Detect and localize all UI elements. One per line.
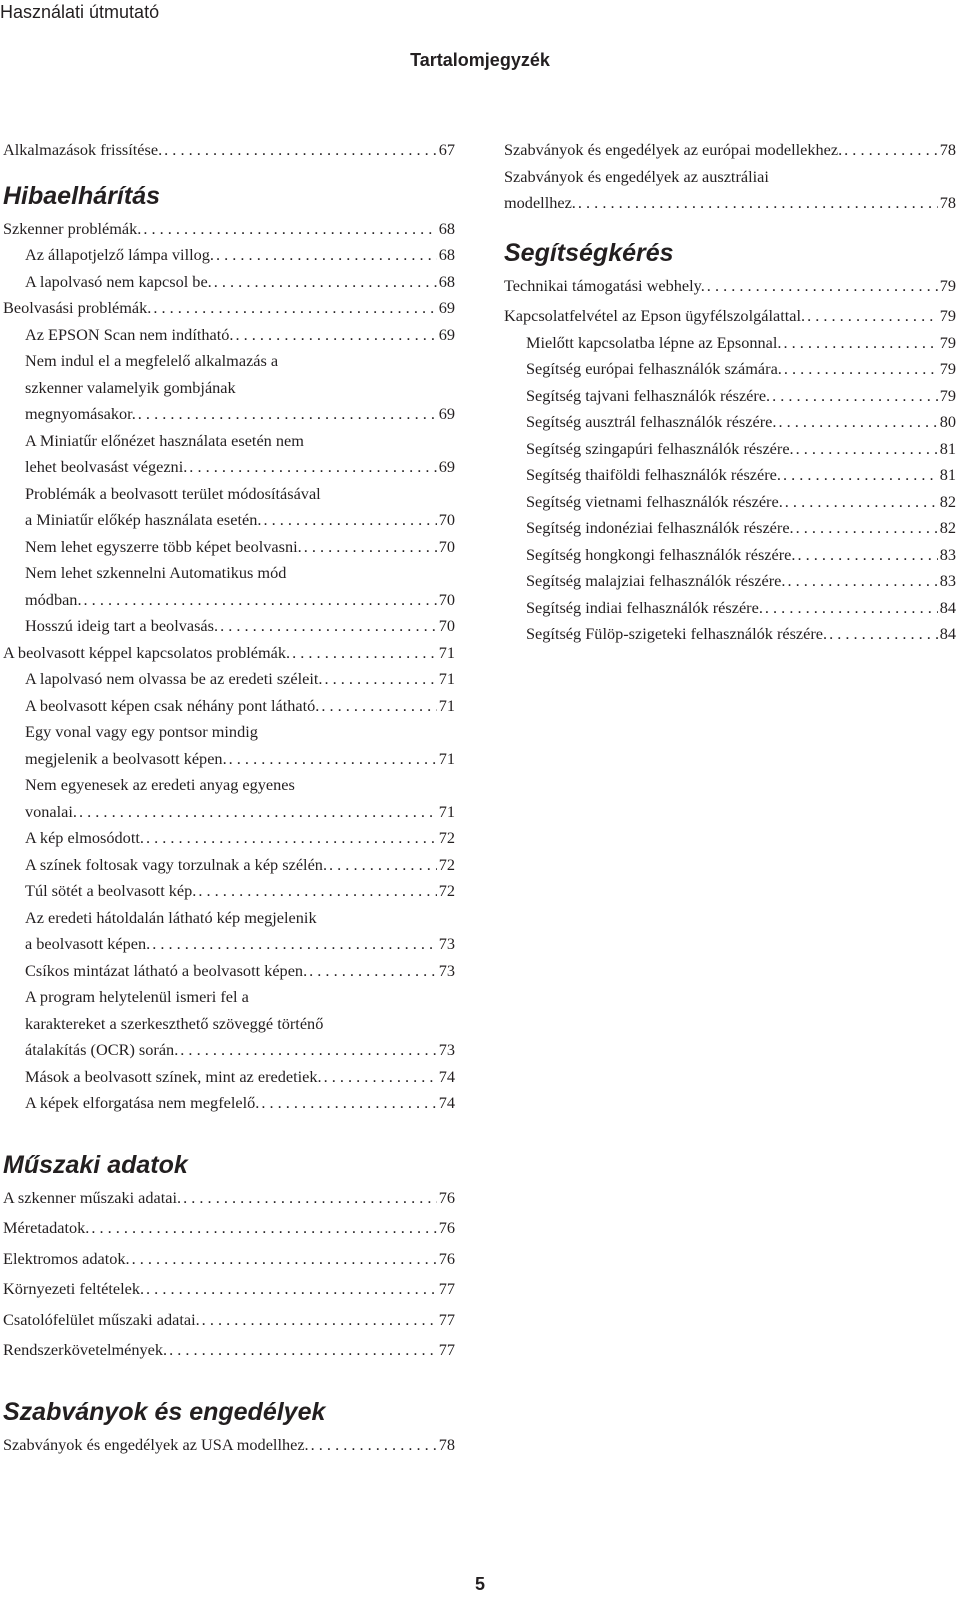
toc-page-number: 76 <box>438 1248 455 1268</box>
toc-page-number: 79 <box>939 385 956 405</box>
toc-page-number: 80 <box>939 412 956 431</box>
toc-page-number: 67 <box>438 140 455 159</box>
toc-page-number: 73 <box>438 1040 455 1059</box>
toc-entry-text: Környezeti feltételek. <box>3 1279 145 1298</box>
toc-entry-text: Szabványok és engedélyek az európai modellekhez. <box>504 140 843 159</box>
dot-leader <box>82 587 437 614</box>
dot-leader <box>322 666 436 693</box>
toc-entry[interactable] <box>3 269 455 296</box>
dot-leader <box>770 383 938 410</box>
toc-entry-text: Rendszerkövetelmények. <box>3 1340 168 1359</box>
toc-entry[interactable] <box>3 1337 455 1364</box>
toc-entry[interactable] <box>3 666 455 693</box>
toc-entry-text: Kapcsolatfelvétel az Epson ügyfélszolgálattal. <box>504 306 806 325</box>
toc-entry[interactable] <box>504 436 956 463</box>
dot-leader <box>322 1064 437 1091</box>
toc-entry-text: A beolvasott képen csak néhány pont látható. <box>25 695 320 715</box>
dot-leader <box>218 613 437 640</box>
toc-page-number: 83 <box>939 571 956 590</box>
toc-entry[interactable] <box>3 295 455 322</box>
dot-leader <box>130 1246 437 1273</box>
toc-page-number: 78 <box>939 193 956 212</box>
toc-entry[interactable] <box>3 958 455 985</box>
toc-entry-text: Segítség ausztrál felhasználók részére. <box>526 412 777 431</box>
toc-page-number: 71 <box>438 642 455 662</box>
toc-entry[interactable] <box>3 719 455 772</box>
toc-entry-text: Nem lehet egyszerre több képet beolvasni. <box>25 536 302 556</box>
toc-page-number: 83 <box>939 544 956 564</box>
toc-page-number: 84 <box>939 597 956 617</box>
toc-entry[interactable] <box>504 330 956 357</box>
toc-page-number: 68 <box>438 245 455 264</box>
page-title: Tartalomjegyzék <box>410 50 550 70</box>
toc-entry[interactable] <box>3 1185 455 1212</box>
dot-leader <box>795 542 937 569</box>
toc-page-number: 71 <box>438 801 455 821</box>
dot-leader <box>187 454 436 481</box>
dot-leader <box>307 958 437 985</box>
toc-page-number: 69 <box>438 324 455 344</box>
toc-entry-text-line: Problémák a beolvasott terület módosításával <box>25 483 321 503</box>
dot-leader <box>233 322 436 349</box>
section-heading-hibaelharitas: Hibaelhárítás <box>3 181 161 210</box>
dot-leader <box>327 852 437 879</box>
toc-entry-text: A szkenner műszaki adatai. <box>3 1187 182 1207</box>
toc-entry[interactable] <box>3 428 455 481</box>
toc-entry-text: módban. <box>25 589 82 609</box>
toc-entry-text: átalakítás (OCR) során. <box>25 1040 179 1059</box>
toc-entry-text: Technikai támogatási webhely. <box>504 275 705 295</box>
dot-leader <box>783 489 938 516</box>
toc-entry[interactable] <box>504 621 956 648</box>
toc-entry-text: Túl sötét a beolvasott kép. <box>25 881 197 900</box>
toc-entry[interactable] <box>504 462 956 489</box>
toc-page-number: 68 <box>438 218 455 238</box>
section-heading-szabvanyok-es-engedelyek: Szabványok és engedélyek <box>3 1397 326 1426</box>
dot-leader <box>151 295 436 322</box>
toc-entry-text: Segítség malajziai felhasználók részére. <box>526 571 786 590</box>
dot-leader <box>576 190 938 217</box>
toc-page-number: 70 <box>438 589 455 609</box>
toc-page-number: 69 <box>438 298 455 317</box>
toc-page-number: 82 <box>939 491 956 511</box>
section-heading-segitsegkeres: Segítségkérés <box>504 238 674 267</box>
toc-page-number: 76 <box>438 1218 455 1237</box>
toc-entry-text: modellhez. <box>504 193 576 212</box>
toc-entry-text: megjelenik a beolvasott képen. <box>25 748 227 768</box>
toc-entry-text: Elektromos adatok. <box>3 1248 130 1268</box>
toc-entry-text-line: Szabványok és engedélyek az ausztráliai <box>504 166 769 186</box>
toc-entry[interactable] <box>3 322 455 349</box>
toc-entry-text: Beolvasási problémák. <box>3 298 152 317</box>
toc-entry-text: vonalai. <box>25 801 77 821</box>
toc-entry-text: A színek foltosak vagy torzulnak a kép szélén. <box>25 854 328 874</box>
toc-entry-text: Szkenner problémák. <box>3 218 142 238</box>
toc-entry-text: Segítség európai felhasználók számára. <box>526 359 782 378</box>
toc-entry-text: Segítség hongkongi felhasználók részére. <box>526 544 796 564</box>
running-title: Használati útmutató <box>0 2 160 22</box>
toc-entry[interactable] <box>3 242 455 269</box>
toc-entry[interactable] <box>504 164 956 217</box>
toc-page-number: 81 <box>939 465 956 484</box>
toc-entry[interactable] <box>504 409 956 436</box>
toc-entry-text-line: Nem egyenesek az eredeti anyag egyenes <box>25 775 295 794</box>
toc-entry[interactable] <box>3 1307 455 1334</box>
toc-entry-text-line: Az eredeti hátoldalán látható kép megjelenik <box>25 907 317 927</box>
dot-leader <box>259 1090 436 1117</box>
toc-left-column <box>3 137 455 1458</box>
toc-entry[interactable] <box>3 825 455 852</box>
toc-entry[interactable] <box>3 137 455 164</box>
dot-leader <box>144 1276 437 1303</box>
toc-entry[interactable] <box>504 568 956 595</box>
toc-page-number: 71 <box>438 695 455 715</box>
dot-leader <box>302 534 437 561</box>
toc-entry-text: Segítség Fülöp-szigeteki felhasználók részére. <box>526 624 828 643</box>
toc-entry[interactable] <box>3 481 455 534</box>
toc-entry[interactable] <box>504 515 956 542</box>
dot-leader <box>794 436 938 463</box>
toc-page-number: 84 <box>939 624 956 643</box>
toc-entry[interactable] <box>504 383 956 410</box>
toc-entry[interactable] <box>3 348 455 428</box>
toc-entry[interactable] <box>504 489 956 516</box>
dot-leader <box>167 1337 437 1364</box>
dot-leader <box>212 269 437 296</box>
toc-entry[interactable] <box>3 905 455 958</box>
dot-leader <box>805 303 938 330</box>
toc-page-number: 78 <box>438 1434 455 1454</box>
toc-entry-text: Segítség szingapúri felhasználók részére. <box>526 438 794 458</box>
toc-entry-text: Az állapotjelző lámpa villog. <box>25 245 214 264</box>
toc-entry[interactable] <box>3 1064 455 1091</box>
toc-entry[interactable] <box>3 1215 455 1242</box>
toc-page-number: 70 <box>438 536 455 556</box>
toc-page-number: 72 <box>438 881 455 900</box>
toc-page-number: 74 <box>438 1093 455 1112</box>
toc-entry[interactable] <box>3 560 455 613</box>
toc-entry-text: megnyomásakor. <box>25 404 136 423</box>
dot-leader <box>261 507 436 534</box>
toc-entry-text: Segítség vietnami felhasználók részére. <box>526 491 783 511</box>
dot-leader <box>785 568 937 595</box>
toc-entry[interactable] <box>3 1432 455 1459</box>
toc-page-number: 69 <box>438 457 455 476</box>
toc-page-number: 74 <box>438 1066 455 1086</box>
dot-leader <box>150 931 436 958</box>
toc-page-number: 68 <box>438 271 455 291</box>
toc-entry[interactable] <box>504 137 956 164</box>
toc-entry-text: Alkalmazások frissítése. <box>3 140 163 159</box>
dot-leader <box>827 621 938 648</box>
toc-page-number: 70 <box>438 616 455 635</box>
dot-leader <box>196 878 436 905</box>
toc-page-number: 73 <box>438 934 455 953</box>
page-number: 5 <box>474 1574 485 1594</box>
toc-entry[interactable] <box>3 534 455 561</box>
toc-entry-text: a beolvasott képen. <box>25 934 151 953</box>
dot-leader <box>782 356 938 383</box>
toc-entry-text: A képek elforgatása nem megfelelő. <box>25 1093 260 1112</box>
dot-leader <box>319 693 436 720</box>
toc-entry-text: A lapolvasó nem kapcsol be. <box>25 271 212 291</box>
toc-page-number: 79 <box>939 275 956 295</box>
dot-leader <box>290 640 437 667</box>
toc-page-number: 79 <box>939 306 956 325</box>
dot-leader <box>705 273 938 300</box>
toc-entry-text: Csíkos mintázat látható a beolvasott képen. <box>25 960 308 980</box>
toc-entry[interactable] <box>504 273 956 300</box>
toc-page-number: 77 <box>438 1279 455 1298</box>
toc-entry-text: Szabványok és engedélyek az USA modellhez. <box>3 1434 309 1454</box>
toc-entry[interactable] <box>3 640 455 667</box>
toc-entry-text: Hosszú ideig tart a beolvasás. <box>25 616 219 635</box>
toc-page-number: 77 <box>438 1309 455 1329</box>
toc-entry-text: a Miniatűr előkép használata esetén. <box>25 510 262 529</box>
dot-leader <box>178 1037 436 1064</box>
toc-entry-text: Segítség indonéziai felhasználók részére. <box>526 518 794 537</box>
toc-entry-text: Segítség thaiföldi felhasználók részére. <box>526 465 781 484</box>
toc-entry-text-line: karaktereket a szerkeszthető szöveggé történő <box>25 1013 324 1033</box>
dot-leader <box>794 515 938 542</box>
toc-entry-text-line: Nem indul el a megfelelő alkalmazás a <box>25 351 279 370</box>
toc-entry-text: A lapolvasó nem olvassa be az eredeti széleit. <box>25 669 323 688</box>
toc-entry[interactable] <box>3 772 455 825</box>
dot-leader <box>77 799 437 826</box>
toc-page-number: 81 <box>939 438 956 458</box>
toc-page-number: 70 <box>438 510 455 529</box>
toc-entry[interactable] <box>3 1246 455 1273</box>
toc-entry[interactable] <box>3 878 455 905</box>
toc-entry[interactable] <box>504 542 956 569</box>
toc-page-number: 78 <box>939 140 956 159</box>
toc-entry[interactable] <box>3 693 455 720</box>
toc-entry-text: A kép elmosódott. <box>25 828 144 847</box>
dot-leader <box>227 746 437 773</box>
dot-leader <box>141 216 436 243</box>
toc-page-number: 79 <box>939 332 956 352</box>
toc-page-number: 71 <box>438 669 455 688</box>
toc-entry[interactable] <box>3 984 455 1064</box>
dot-leader <box>162 137 437 164</box>
section-heading-muszaki-adatok: Műszaki adatok <box>3 1150 188 1179</box>
dot-leader <box>776 409 937 436</box>
toc-page-number: 76 <box>438 1187 455 1207</box>
toc-page-number: 72 <box>438 854 455 874</box>
toc-entry[interactable] <box>3 852 455 879</box>
toc-entry[interactable] <box>504 356 956 383</box>
toc-entry-text: Segítség tajvani felhasználók részére. <box>526 385 771 405</box>
dot-leader <box>136 401 437 428</box>
toc-entry-text-line: Nem lehet szkennelni Automatikus mód <box>25 563 287 582</box>
toc-page-number: 79 <box>939 359 956 378</box>
toc-right-column <box>504 137 956 648</box>
toc-entry-text: Csatolófelület műszaki adatai. <box>3 1309 200 1329</box>
toc-page-number: 73 <box>438 960 455 980</box>
toc-entry[interactable] <box>3 1276 455 1303</box>
dot-leader <box>781 330 937 357</box>
toc-entry-text-line: Egy vonal vagy egy pontsor mindig <box>25 722 258 741</box>
dot-leader <box>763 595 938 622</box>
toc-entry-text: lehet beolvasást végezni. <box>25 457 188 476</box>
toc-entry[interactable] <box>504 303 956 330</box>
toc-entry[interactable] <box>504 595 956 622</box>
toc-entry[interactable] <box>3 613 455 640</box>
toc-entry[interactable] <box>3 216 455 243</box>
toc-page-number: 69 <box>438 404 455 423</box>
toc-entry-text: Az EPSON Scan nem indítható. <box>25 324 234 344</box>
dot-leader <box>781 462 938 489</box>
toc-entry-text: Segítség indiai felhasználók részére. <box>526 597 763 617</box>
dot-leader <box>89 1215 436 1242</box>
toc-page-number: 77 <box>438 1340 455 1359</box>
toc-page-number: 71 <box>438 748 455 768</box>
toc-page-number: 72 <box>438 828 455 847</box>
toc-entry-text: Mások a beolvasott színek, mint az eredetiek. <box>25 1066 322 1086</box>
toc-entry-text: Mielőtt kapcsolatba lépne az Epsonnal. <box>526 332 782 352</box>
toc-entry-text-line: A Miniatűr előnézet használata esetén nem <box>25 430 304 450</box>
dot-leader <box>200 1307 437 1334</box>
toc-page-number: 82 <box>939 518 956 537</box>
toc-entry[interactable] <box>3 1090 455 1117</box>
toc-entry-text: A beolvasott képpel kapcsolatos problémák. <box>3 642 291 662</box>
toc-entry-text: Méretadatok. <box>3 1218 90 1237</box>
dot-leader <box>842 137 938 164</box>
toc-entry-text-line: A program helytelenül ismeri fel a <box>25 987 249 1006</box>
toc-entry-text-line: szkenner valamelyik gombjának <box>25 377 236 397</box>
dot-leader <box>144 825 437 852</box>
dot-leader <box>309 1432 437 1459</box>
dot-leader <box>181 1185 437 1212</box>
dot-leader <box>214 242 437 269</box>
